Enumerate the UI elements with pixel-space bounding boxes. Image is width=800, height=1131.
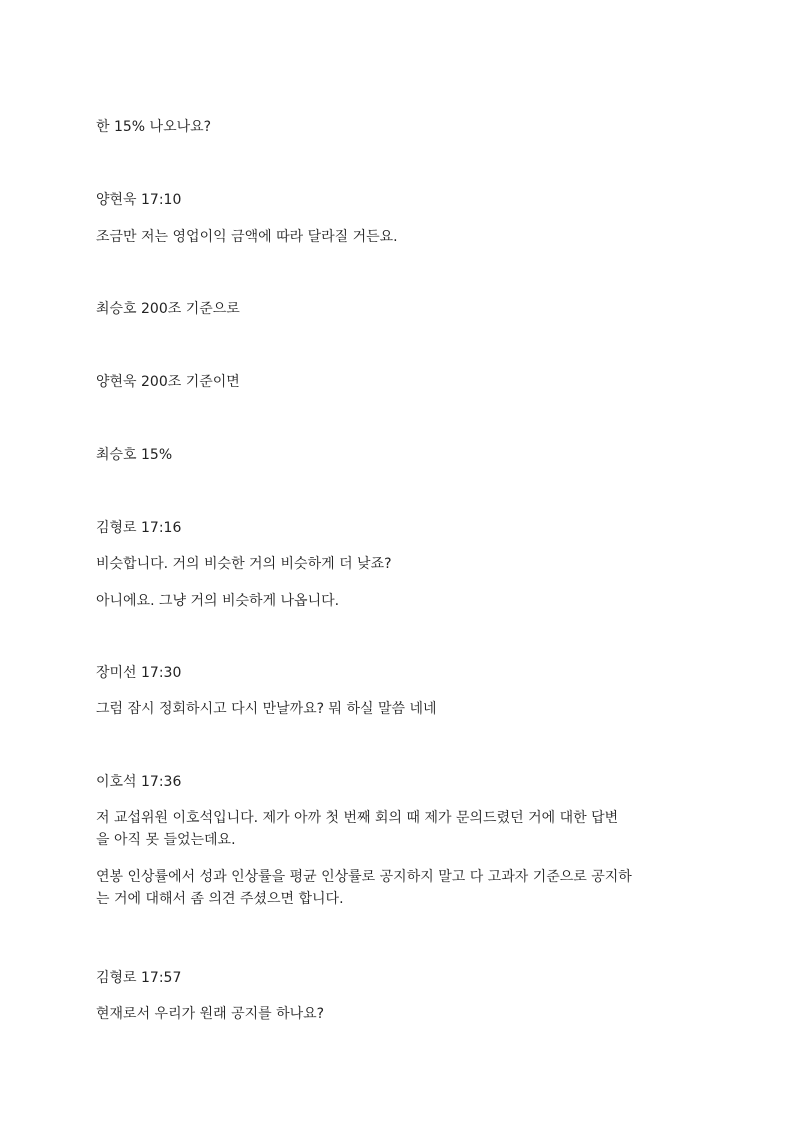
speaker-timestamp: 이호석 17:36 [96, 774, 182, 790]
utterance-text: 최승호 200조 기준으로 [96, 301, 240, 317]
speaker-timestamp: 김형로 17:57 [96, 970, 182, 986]
utterance-text: 양현욱 200조 기준이면 [96, 374, 240, 390]
utterance-text: 비슷합니다. 거의 비슷한 거의 비슷하게 더 낮죠? [96, 556, 392, 572]
speaker-timestamp: 김형로 17:16 [96, 520, 182, 536]
utterance-text: 저 교섭위원 이호석입니다. 제가 아까 첫 번째 회의 때 제가 문의드렸던 거에 대한 답변 을 아직 못 들었는데요. [96, 810, 619, 848]
utterance-text: 조금만 저는 영업이익 금액에 따라 달라질 거든요. [96, 229, 398, 245]
utterance-text: 아니에요. 그냥 거의 비슷하게 나옵니다. [96, 593, 340, 609]
speaker-timestamp: 장미선 17:30 [96, 665, 182, 681]
utterance-text: 그럼 잠시 정회하시고 다시 만날까요? 뭐 하실 말씀 네네 [96, 701, 437, 717]
speaker-timestamp: 양현욱 17:10 [96, 192, 182, 208]
utterance-text: 연봉 인상률에서 성과 인상률을 평균 인상률로 공지하지 말고 다 고과자 기준으로 공지하 는 거에 대해서 좀 의견 주셨으면 합니다. [96, 869, 632, 907]
utterance-text: 최승호 15% [96, 447, 173, 463]
utterance-text: 한 15% 나오나요? [96, 119, 212, 135]
utterance-text: 현재로서 우리가 원래 공지를 하나요? [96, 1006, 325, 1022]
